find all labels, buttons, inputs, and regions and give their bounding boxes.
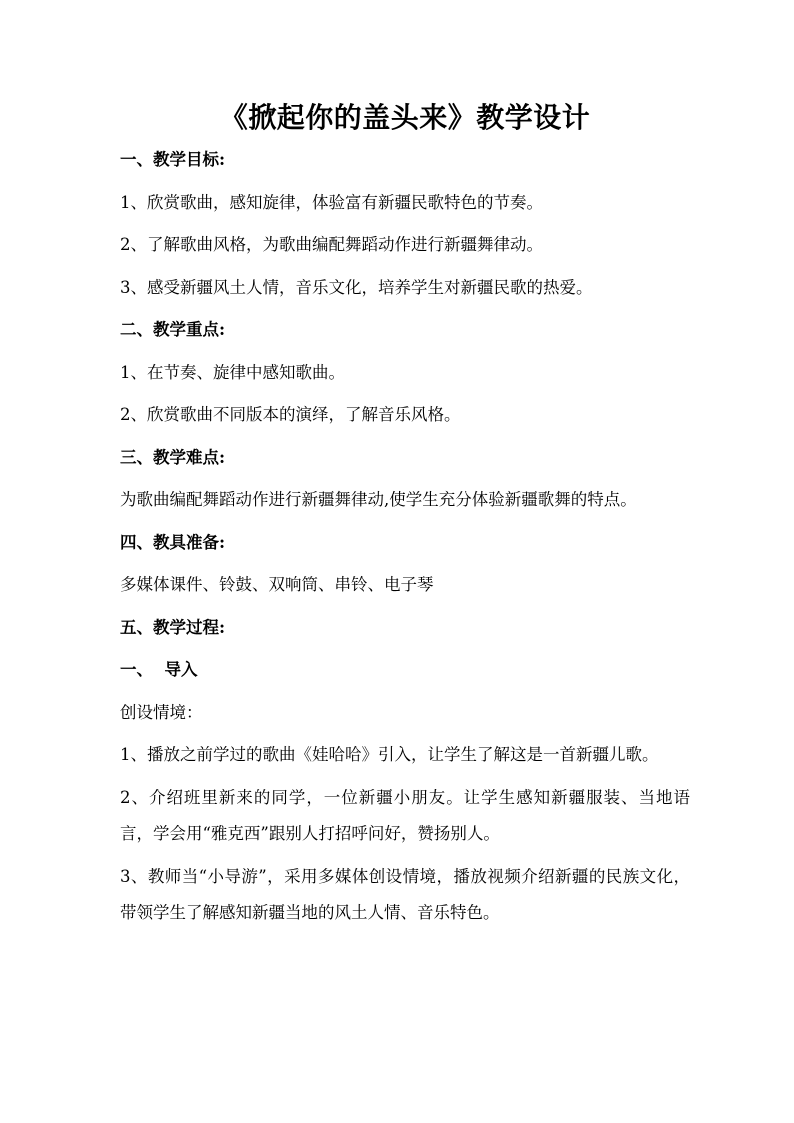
process-subheading: 一、 导入: [120, 660, 198, 679]
section-heading-difficulties: 三、教学难点:: [120, 447, 226, 467]
materials-item: 多媒体课件、铃鼓、双响筒、串铃、电子琴: [120, 575, 434, 594]
section-heading-materials: 四、教具准备:: [120, 532, 226, 552]
process-paragraph: 2、介绍班里新来的同学，一位新疆小朋友。让学生感知新疆服装、当地语言，学会用“雅克西”跟别人打招呼问好，赞扬别人。: [120, 787, 690, 843]
process-paragraph: 1、播放之前学过的歌曲《娃哈哈》引入，让学生了解这是一首新疆儿歌。: [120, 745, 659, 764]
key-point-item: 1、在节奏、旋律中感知歌曲。: [120, 362, 345, 382]
difficulty-paragraph: 为歌曲编配舞蹈动作进行新疆舞律动,使学生充分体验新疆歌舞的特点。: [120, 490, 637, 509]
objective-item: 1、欣赏歌曲，感知旋律，体验富有新疆民歌特色的节奏。: [120, 192, 543, 212]
document-title: 《掀起你的盖头来》教学设计: [219, 101, 591, 134]
objective-item: 3、感受新疆风土人情，音乐文化，培养学生对新疆民歌的热爱。: [120, 277, 593, 297]
section-heading-objectives: 一、教学目标:: [120, 150, 226, 169]
key-point-item: 2、欣赏歌曲不同版本的演绎，了解音乐风格。: [120, 405, 461, 424]
section-heading-key-points: 二、教学重点:: [120, 320, 226, 339]
process-paragraph: 3、教师当“小导游”，采用多媒体创设情境，播放视频介绍新疆的民族文化，带领学生了解感知新疆当地的风土人情、音乐特色。: [120, 866, 690, 922]
document-body: [120, 96, 690, 944]
objective-item: 2、了解歌曲风格，为歌曲编配舞蹈动作进行新疆舞律动。: [120, 235, 543, 254]
section-heading-process: 五、教学过程:: [120, 617, 226, 637]
process-lead: 创设情境：: [120, 702, 203, 722]
